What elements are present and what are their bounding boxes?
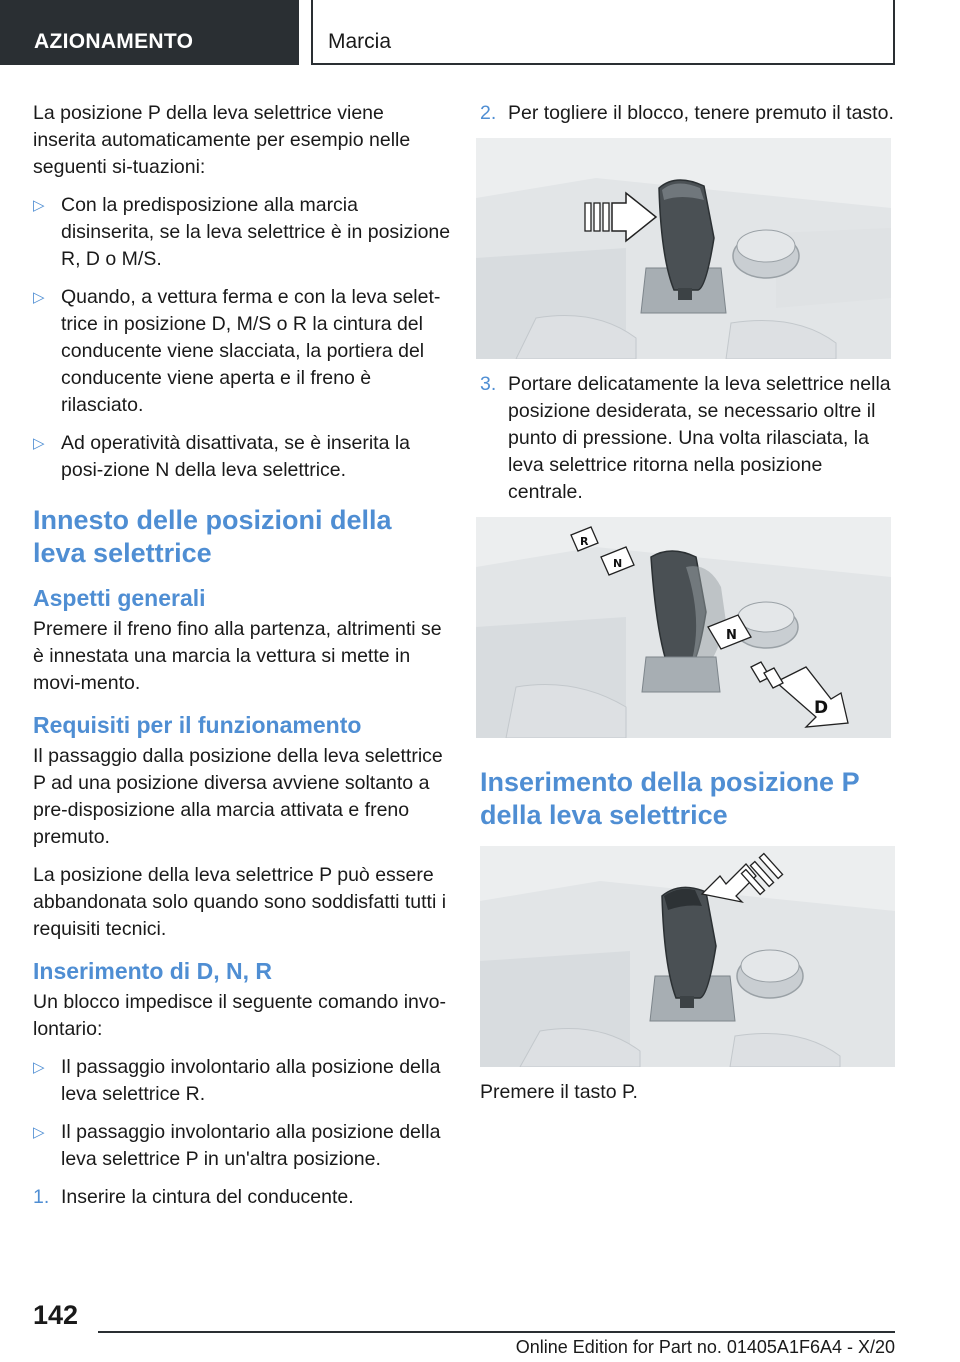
heading-innesto: Innesto delle posizioni della leva selettrice xyxy=(33,505,392,568)
edition-text: Online Edition for Part no. 01405A1F6A4 - X/20 xyxy=(515,1337,895,1357)
footer-divider xyxy=(98,1331,895,1333)
page-number: 142 xyxy=(33,1300,79,1330)
p-button-illustration xyxy=(480,846,895,1067)
intro-paragraph: La posizione P della leva selettrice viene inserita automaticamente per esempio nelle seguenti si-tuazioni: xyxy=(33,102,411,178)
figure-p-button xyxy=(480,846,895,1067)
triangle-bullet-icon: ▷ xyxy=(33,1124,45,1141)
aspetti-paragraph: Premere il freno fino alla partenza, altrimenti se è innestata una marcia la vettura si mette in movi-mento. xyxy=(33,618,442,694)
step-number: 2. xyxy=(480,102,497,124)
list-item: ▷ Quando, a vettura ferma e con la leva selet-trice in posizione D, M/S o R la cintura del conducente viene slacciata, la portiera del conducente viene aperta e il freno è rilasciato. xyxy=(33,286,441,416)
chapter-title: Marcia xyxy=(328,30,392,53)
right-column xyxy=(480,100,895,1117)
step-item: 1. Inserire la cintura del conducente. xyxy=(33,1184,451,1211)
auto-p-conditions-list xyxy=(33,192,451,484)
heading-inserimento-p: Inserimento della posizione P della leva selettrice xyxy=(480,767,860,830)
heading-inserimento-dnr: Inserimento di D, N, R xyxy=(33,958,272,984)
chapter-tab xyxy=(311,0,895,65)
label-d: D xyxy=(814,698,829,718)
shift-positions-illustration xyxy=(476,517,891,738)
list-item: ▷ Il passaggio involontario alla posizione della leva selettrice P in un'altra posizione. xyxy=(33,1121,441,1170)
section-title: AZIONAMENTO xyxy=(34,30,194,53)
figure-unlock-button xyxy=(476,138,891,359)
list-item: ▷ Il passaggio involontario alla posizione della leva selettrice R. xyxy=(33,1056,441,1105)
heading-requisiti: Requisiti per il funzionamento xyxy=(33,712,362,738)
label-r: R xyxy=(580,535,589,548)
figure-shift-positions xyxy=(476,517,891,738)
heading-aspetti-generali: Aspetti generali xyxy=(33,585,206,611)
label-n-top: N xyxy=(613,557,623,570)
list-item: ▷ Ad operatività disattivata, se è inserita la posi-zione N della leva selettrice. xyxy=(33,432,411,481)
triangle-bullet-icon: ▷ xyxy=(33,1059,45,1076)
triangle-bullet-icon: ▷ xyxy=(33,289,45,306)
lock-list xyxy=(33,1054,451,1211)
left-column xyxy=(33,100,451,1222)
step-item: 3. Portare delicatamente la leva selettrice nella posizione desiderata, se necessario oltre il punto di pressione. Una volta rilasciata, la leva selettrice ritorna nella posizione centrale. xyxy=(480,373,891,503)
dnr-paragraph: Un blocco impedisce il seguente comando invo-lontario: xyxy=(33,991,446,1040)
step-number: 1. xyxy=(33,1186,50,1208)
steps-list xyxy=(480,100,895,127)
caption-p-button: Premere il tasto P. xyxy=(480,1081,638,1103)
triangle-bullet-icon: ▷ xyxy=(33,197,45,214)
triangle-bullet-icon: ▷ xyxy=(33,435,45,452)
list-item: ▷ Con la predisposizione alla marcia disinserita, se la leva selettrice è in posizione R, D o M/S. xyxy=(33,194,451,270)
section-tab xyxy=(0,0,299,65)
step-item: 2. Per togliere il blocco, tenere premuto il tasto. xyxy=(480,100,895,127)
gear-selector-illustration xyxy=(476,138,891,359)
step-number: 3. xyxy=(480,373,497,395)
requisiti-paragraph-1: Il passaggio dalla posizione della leva selettrice P ad una posizione diversa avviene soltanto a pre-disposizione alla marcia attivata e freno premuto. xyxy=(33,745,443,848)
label-n-bottom: N xyxy=(726,628,737,643)
requisiti-paragraph-2: La posizione della leva selettrice P può essere abbandonata solo quando sono soddisfatti tutti i requisiti tecnici. xyxy=(33,864,447,940)
steps-list-2 xyxy=(480,371,895,506)
